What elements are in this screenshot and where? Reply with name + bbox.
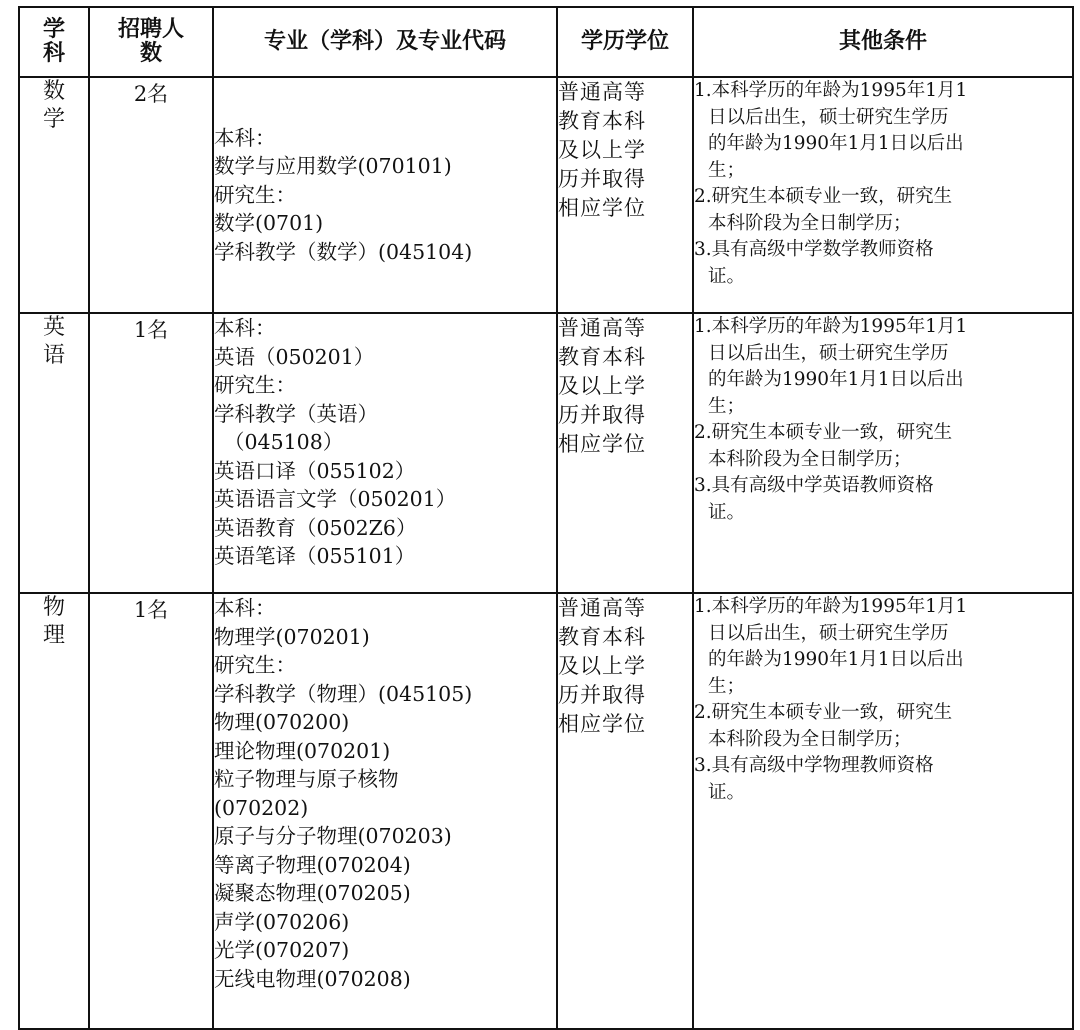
- degree-line: 教育本科: [558, 109, 646, 133]
- major-line: 本科：: [214, 596, 276, 620]
- count-cell: 1名: [89, 313, 213, 593]
- condition-line: 生；: [708, 395, 746, 417]
- major-line: 物理(070200): [214, 710, 350, 734]
- degree-line: 相应学位: [558, 712, 646, 736]
- table-row: [19, 77, 1073, 313]
- header-count-line: 数: [139, 41, 162, 66]
- condition-line: 的年龄为1990年1月1日以后出: [708, 133, 964, 154]
- major-line: 声学(070206): [214, 909, 350, 934]
- table-row: [19, 313, 1073, 593]
- header-subject-line: 学: [42, 17, 65, 42]
- subject-line: 英: [42, 315, 65, 340]
- condition-line: 日以后出生，硕士研究生学历: [708, 106, 949, 128]
- condition-line: 1.本科学历的年龄为1995年1月1: [694, 316, 968, 337]
- degree-line: 普通高等: [558, 80, 646, 104]
- major-line: 学科教学（英语）: [214, 401, 378, 426]
- condition-line: 证。: [708, 781, 746, 803]
- count-cell: 1名: [89, 593, 213, 1029]
- condition-line: 证。: [708, 501, 746, 523]
- header-major: 专业（学科）及专业代码: [213, 7, 557, 77]
- subject-line: 学: [42, 107, 65, 132]
- header-subject: [19, 7, 89, 77]
- subject-line: 数: [42, 79, 65, 104]
- major-cell: [213, 313, 557, 593]
- subject-cell: [19, 313, 89, 593]
- degree-cell: [557, 313, 693, 593]
- header-conditions: 其他条件: [693, 7, 1073, 77]
- condition-line: 的年龄为1990年1月1日以后出: [708, 649, 964, 670]
- major-line: 英语笔译（055101）: [214, 544, 416, 568]
- header-degree: 学历学位: [557, 7, 693, 77]
- recruitment-table: [18, 6, 1074, 1030]
- condition-line: 本科阶段为全日制学历；: [708, 448, 912, 470]
- major-line: 本科：: [214, 125, 276, 150]
- degree-line: 及以上学: [558, 654, 646, 678]
- major-line: 英语教育（0502Z6）: [214, 515, 417, 540]
- major-line: 学科教学（数学）(045104): [214, 239, 473, 264]
- condition-line: 3.具有高级中学物理教师资格: [694, 755, 934, 776]
- condition-line: 证。: [708, 265, 746, 287]
- condition-line: 日以后出生，硕士研究生学历: [708, 622, 949, 644]
- condition-line: 生；: [708, 675, 746, 697]
- major-line: (070202): [214, 795, 309, 820]
- major-line: 原子与分子物理(070203): [214, 824, 452, 848]
- major-line: 理论物理(070201): [214, 738, 391, 763]
- major-line: 英语（050201）: [214, 344, 375, 369]
- major-line: 等离子物理(070204): [214, 852, 411, 877]
- degree-line: 相应学位: [558, 196, 646, 220]
- degree-line: 相应学位: [558, 432, 646, 456]
- major-line: 粒子物理与原子核物: [214, 767, 399, 791]
- condition-line: 2.研究生本硕专业一致，研究生: [694, 422, 953, 443]
- degree-line: 历并取得: [558, 167, 646, 191]
- table-row: [19, 593, 1073, 1029]
- condition-line: 日以后出生，硕士研究生学历: [708, 342, 949, 364]
- conditions-cell: [693, 313, 1073, 593]
- header-subject-line: 科: [42, 41, 65, 66]
- condition-line: 生；: [708, 159, 746, 181]
- major-line: 数学与应用数学(070101): [214, 154, 452, 179]
- major-line: 光学(070207): [214, 938, 350, 962]
- condition-line: 1.本科学历的年龄为1995年1月1: [694, 596, 968, 617]
- subject-cell: [19, 593, 89, 1029]
- degree-line: 普通高等: [558, 316, 646, 340]
- major-cell: [213, 77, 557, 313]
- conditions-cell: [693, 593, 1073, 1029]
- condition-line: 2.研究生本硕专业一致，研究生: [694, 186, 953, 207]
- header-count: [89, 7, 213, 77]
- degree-line: 普通高等: [558, 596, 646, 620]
- condition-line: 2.研究生本硕专业一致，研究生: [694, 702, 953, 723]
- condition-line: 1.本科学历的年龄为1995年1月1: [694, 80, 968, 101]
- degree-line: 教育本科: [558, 625, 646, 649]
- condition-line: 的年龄为1990年1月1日以后出: [708, 369, 964, 390]
- major-line: 凝聚态物理(070205): [214, 881, 411, 905]
- condition-line: 本科阶段为全日制学历；: [708, 728, 912, 750]
- major-line: 学科教学（物理）(045105): [214, 681, 473, 706]
- degree-line: 及以上学: [558, 138, 646, 162]
- major-cell: [213, 593, 557, 1029]
- major-line: 英语口译（055102）: [214, 458, 416, 483]
- count-cell: 2名: [89, 77, 213, 313]
- degree-cell: [557, 77, 693, 313]
- degree-cell: [557, 593, 693, 1029]
- subject-line: 语: [42, 343, 65, 368]
- conditions-cell: [693, 77, 1073, 313]
- degree-line: 历并取得: [558, 403, 646, 427]
- condition-line: 本科阶段为全日制学历；: [708, 212, 912, 234]
- major-line: 研究生：: [214, 182, 296, 207]
- major-line: 物理学(070201): [214, 624, 370, 649]
- condition-line: 3.具有高级中学英语教师资格: [694, 475, 934, 496]
- major-line: 英语语言文学（050201）: [214, 487, 457, 511]
- degree-line: 及以上学: [558, 374, 646, 398]
- major-line: 数学(0701): [214, 211, 324, 236]
- degree-line: 历并取得: [558, 683, 646, 707]
- header-count-line: 招聘人: [117, 17, 184, 42]
- major-line: 研究生：: [214, 373, 296, 397]
- table-header-row: [19, 7, 1073, 77]
- subject-cell: [19, 77, 89, 313]
- major-line: 研究生：: [214, 653, 296, 677]
- major-line: （045108）: [224, 430, 344, 454]
- major-line: 无线电物理(070208): [214, 966, 411, 991]
- degree-line: 教育本科: [558, 345, 646, 369]
- subject-line: 物: [42, 595, 65, 620]
- subject-line: 理: [42, 623, 65, 648]
- major-line: 本科：: [214, 316, 276, 340]
- condition-line: 3.具有高级中学数学教师资格: [694, 239, 934, 260]
